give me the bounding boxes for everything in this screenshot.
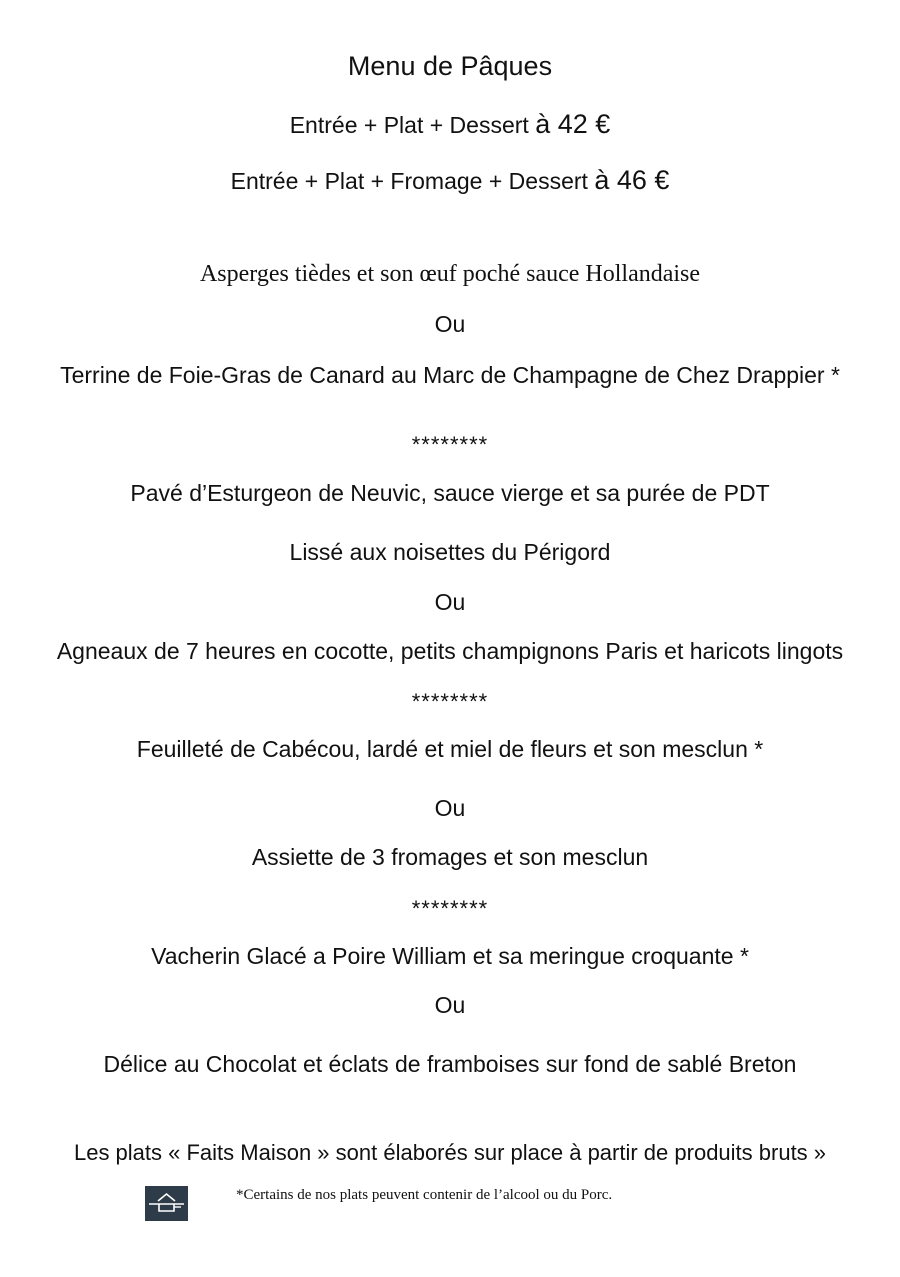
- cheese-or: Ou: [434, 795, 466, 821]
- separator-3: ********: [411, 896, 489, 921]
- formula-1-text: Entrée + Plat + Dessert: [289, 112, 529, 138]
- fait-maison-logo-icon: [145, 1186, 188, 1221]
- dessert-option-2: Délice au Chocolat et éclats de framboises sur fond de sablé Breton: [103, 1051, 797, 1077]
- house-pan-icon: [145, 1186, 188, 1221]
- formula-2-text: Entrée + Plat + Fromage + Dessert: [230, 168, 588, 194]
- dessert-option-1: Vacherin Glacé a Poire William et sa meringue croquante *: [151, 943, 749, 969]
- starter-option-2: Terrine de Foie-Gras de Canard au Marc de Champagne de Chez Drappier *: [60, 362, 840, 388]
- homemade-statement: Les plats « Faits Maison » sont élaborés sur place à partir de produits bruts »: [73, 1140, 827, 1165]
- formula-2-price: à 46 €: [594, 165, 670, 195]
- formula-1: [0, 110, 900, 139]
- main-option-2: Agneaux de 7 heures en cocotte, petits champignons Paris et haricots lingots: [56, 638, 844, 664]
- cheese-option-1: Feuilleté de Cabécou, lardé et miel de fleurs et son mesclun *: [136, 736, 764, 762]
- footnote: *Certains de nos plats peuvent contenir de l’alcool ou du Porc.: [236, 1187, 613, 1203]
- cheese-option-2: Assiette de 3 fromages et son mesclun: [251, 844, 649, 870]
- main-or: Ou: [434, 589, 466, 615]
- separator-2: ********: [411, 689, 489, 714]
- main-option-1-line-1: Pavé d’Esturgeon de Neuvic, sauce vierge et sa purée de PDT: [130, 480, 770, 506]
- dessert-or: Ou: [434, 992, 466, 1018]
- menu-title: Menu de Pâques: [347, 51, 553, 81]
- formula-1-price: à 42 €: [535, 109, 611, 139]
- formula-2: [0, 166, 900, 195]
- separator-1: ********: [411, 432, 489, 457]
- main-option-1-line-2: Lissé aux noisettes du Périgord: [289, 539, 611, 565]
- starter-or: Ou: [434, 311, 466, 337]
- starter-option-1: Asperges tièdes et son œuf poché sauce Hollandaise: [199, 261, 701, 287]
